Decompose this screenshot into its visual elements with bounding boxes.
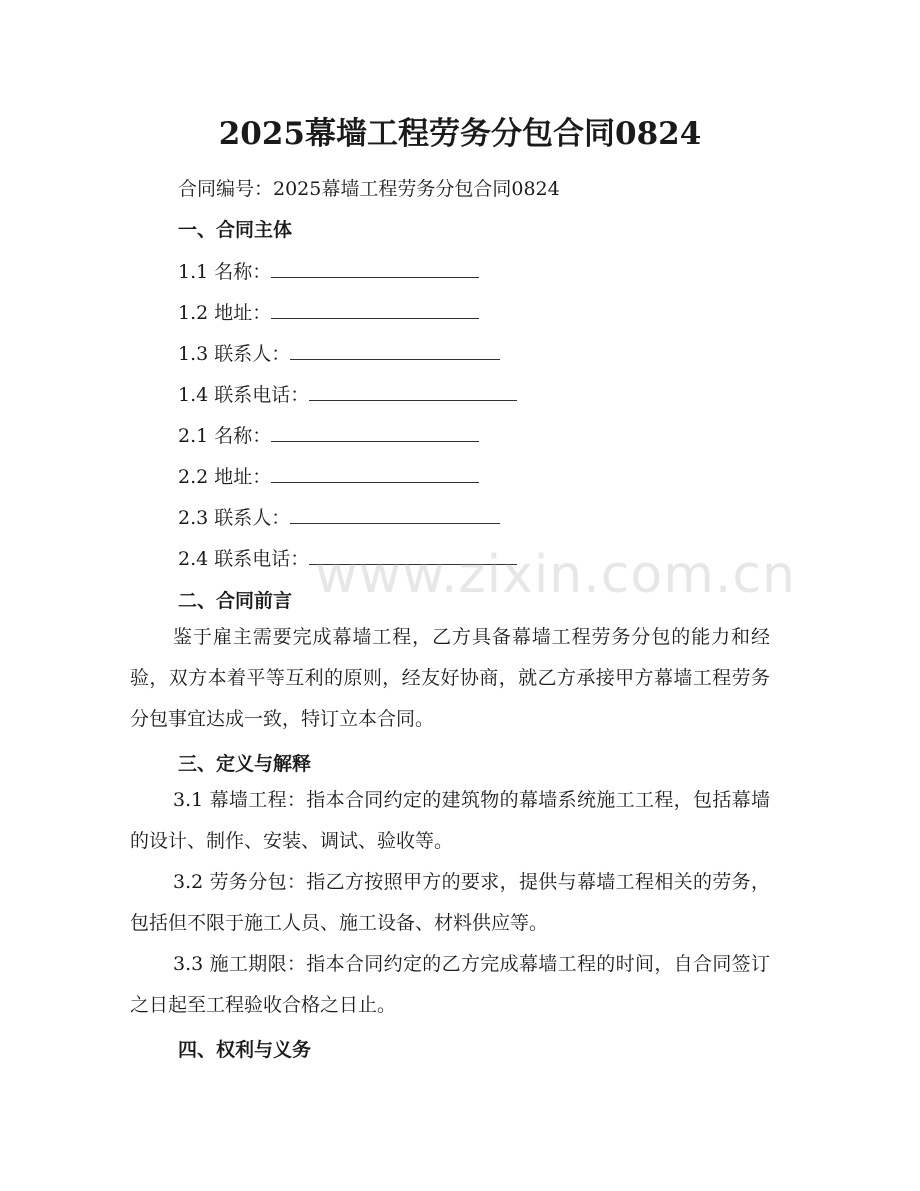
party-a-name-label: 1.1 名称： bbox=[178, 261, 272, 283]
section-heading-definitions: 三、定义与解释 bbox=[178, 753, 312, 775]
contract-number: 合同编号：2025幕墙工程劳务分包合同0824 bbox=[178, 178, 560, 200]
party-b-phone-label: 2.4 联系电话： bbox=[178, 548, 310, 570]
party-b-address-label: 2.2 地址： bbox=[178, 466, 272, 488]
party-b-name-label: 2.1 名称： bbox=[178, 425, 272, 447]
definition-3-2: 3.2 劳务分包：指乙方按照甲方的要求，提供与幕墙工程相关的劳务，包括但不限于施工人员、施工设备、材料供应等。 bbox=[130, 871, 770, 934]
party-a-address-blank bbox=[271, 300, 479, 319]
party-a-phone-label: 1.4 联系电话： bbox=[178, 384, 310, 406]
section-heading-rights: 四、权利与义务 bbox=[178, 1039, 312, 1061]
party-a-phone-row bbox=[178, 380, 517, 407]
party-a-name-row bbox=[178, 257, 479, 284]
party-b-contact-blank bbox=[290, 505, 500, 524]
section-heading-preamble: 二、合同前言 bbox=[178, 590, 293, 612]
party-b-contact-row bbox=[178, 503, 500, 530]
party-b-contact-label: 2.3 联系人： bbox=[178, 507, 291, 529]
definition-3-3: 3.3 施工期限：指本合同约定的乙方完成幕墙工程的时间，自合同签订之日起至工程验收合格之日止。 bbox=[130, 953, 770, 1016]
party-a-phone-blank bbox=[309, 382, 517, 401]
watermark: www.zixin.com.cn bbox=[315, 545, 796, 605]
party-a-contact-label: 1.3 联系人： bbox=[178, 343, 291, 365]
document-title: 2025幕墙工程劳务分包合同0824 bbox=[218, 116, 702, 152]
party-b-name-row bbox=[178, 421, 479, 448]
party-a-contact-row bbox=[178, 339, 500, 366]
section-heading-parties: 一、合同主体 bbox=[178, 219, 293, 241]
party-b-address-row bbox=[178, 462, 479, 489]
party-a-contact-blank bbox=[290, 341, 500, 360]
party-a-address-label: 1.2 地址： bbox=[178, 302, 272, 324]
party-b-address-blank bbox=[271, 464, 479, 483]
party-b-name-blank bbox=[271, 423, 479, 442]
party-a-address-row bbox=[178, 298, 479, 325]
definition-3-1: 3.1 幕墙工程：指本合同约定的建筑物的幕墙系统施工工程，包括幕墙的设计、制作、安装、调试、验收等。 bbox=[130, 789, 770, 852]
preamble-paragraph: 鉴于雇主需要完成幕墙工程，乙方具备幕墙工程劳务分包的能力和经验，双方本着平等互利的原则，经友好协商，就乙方承接甲方幕墙工程劳务分包事宜达成一致，特订立本合同。 bbox=[130, 626, 770, 730]
party-a-name-blank bbox=[271, 259, 479, 278]
